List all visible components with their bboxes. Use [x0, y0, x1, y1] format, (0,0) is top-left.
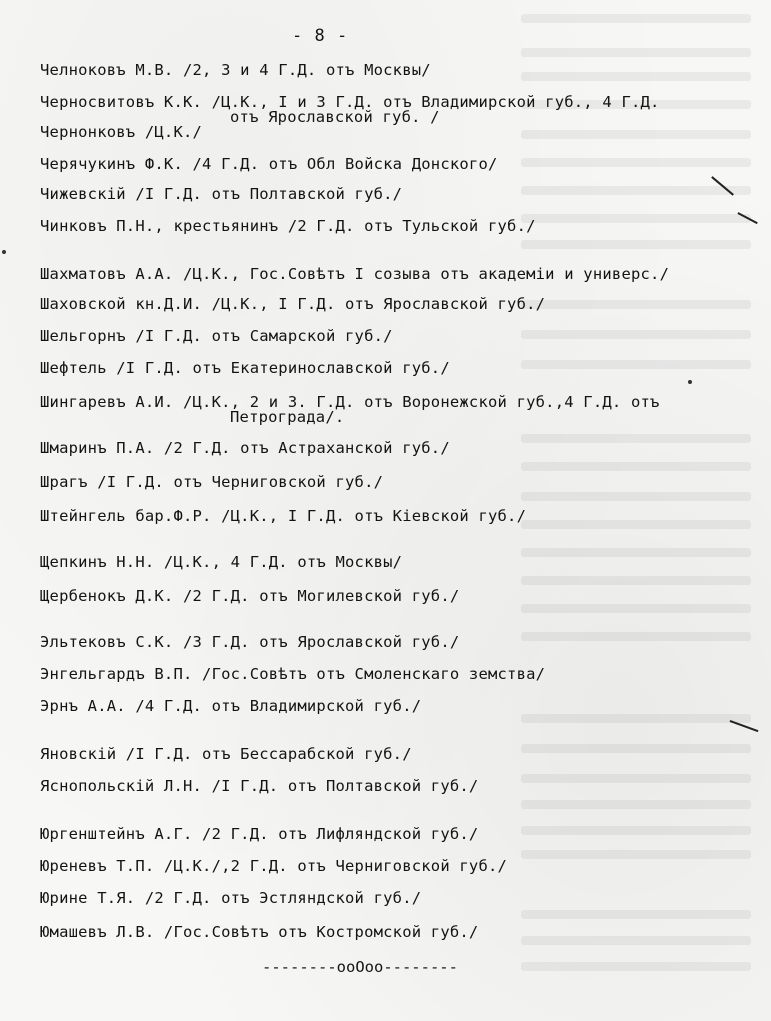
entry-shakhovskoy — [40, 296, 545, 312]
entry-chelnokov — [40, 62, 431, 78]
entry-yasnopolsky — [40, 778, 478, 794]
entry-text: Шаховской кн.Д.И. /Ц.К., I Г.Д. отъ Ярославской губ./ — [40, 295, 546, 313]
entry-sheftel — [40, 360, 450, 376]
entry-text: Юргенштейнъ А.Г. /2 Г.Д. отъ Лифляндской губ./ — [40, 825, 479, 843]
entry-text: Шмаринъ П.А. /2 Г.Д. отъ Астраханской губ./ — [40, 439, 450, 457]
entry-shrag — [40, 474, 383, 490]
margin-pencil-mark — [712, 176, 734, 195]
ink-spot — [688, 380, 692, 384]
closing-separator: --------ooOoo-------- — [262, 958, 458, 976]
margin-pencil-mark — [738, 212, 758, 224]
entry-text: Щербенокъ Д.К. /2 Г.Д. отъ Могилевской губ./ — [40, 587, 460, 605]
entry-text: Чернонковъ /Ц.К./ — [40, 123, 203, 141]
entry-text: Чижевскій /I Г.Д. отъ Полтавской губ./ — [40, 185, 403, 203]
entry-shchepkin — [40, 554, 402, 570]
entry-text: Эрнъ А.А. /4 Г.Д. отъ Владимирской губ./ — [40, 697, 422, 715]
margin-pencil-mark — [730, 720, 759, 732]
entry-yurenev — [40, 858, 507, 874]
entry-shakhmatov — [40, 266, 669, 282]
entry-text: Шефтель /I Г.Д. отъ Екатеринославской губ./ — [40, 359, 450, 377]
entry-shcherbenok — [40, 588, 459, 604]
entry-chernonkov — [40, 124, 202, 140]
entry-text: Юреневъ Т.П. /Ц.К./,2 Г.Д. отъ Черниговской губ./ — [40, 857, 508, 875]
entry-yumashev — [40, 924, 478, 940]
entry-ern — [40, 698, 421, 714]
entry-text: Штейнгель бар.Ф.Р. /Ц.К., I Г.Д. отъ Кіевской губ./ — [40, 507, 527, 525]
entry-shmarin — [40, 440, 450, 456]
entry-shelgorn — [40, 328, 393, 344]
entry-text: Энгельгардъ В.П. /Гос.Совѣтъ отъ Смоленскаго земства/ — [40, 665, 546, 683]
entry-cheryachukin — [40, 156, 498, 172]
entry-yurgenshtein — [40, 826, 478, 842]
entry-text: Шрагъ /I Г.Д. отъ Черниговской губ./ — [40, 473, 384, 491]
entry-text: Юмашевъ Л.В. /Гос.Совѣтъ отъ Костромской губ./ — [40, 923, 479, 941]
entry-text: Яновскій /I Г.Д. отъ Бессарабской губ./ — [40, 745, 412, 763]
entry-eltekov — [40, 634, 459, 650]
entry-continuation: отъ Ярославской губ. / — [230, 108, 440, 126]
entry-yurine — [40, 890, 421, 906]
entry-shingarev — [40, 394, 660, 424]
entry-text: Яснопольскій Л.Н. /I Г.Д. отъ Полтавской губ./ — [40, 777, 479, 795]
entry-continuation: Петрограда/. — [230, 408, 345, 426]
entry-yanovsky — [40, 746, 412, 762]
entry-text: Шельгорнъ /I Г.Д. отъ Самарской губ./ — [40, 327, 393, 345]
page-number: - 8 - — [292, 26, 349, 46]
entry-text: Чинковъ П.Н., крестьянинъ /2 Г.Д. отъ Тульской губ./ — [40, 217, 536, 235]
entry-chernosvitov — [40, 94, 660, 124]
ink-spot — [2, 250, 6, 254]
entry-text: Эльтековъ С.К. /3 Г.Д. отъ Ярославской губ./ — [40, 633, 460, 651]
entry-text: Челноковъ М.В. /2, 3 и 4 Г.Д. отъ Москвы/ — [40, 61, 431, 79]
entry-text: Шахматовъ А.А. /Ц.К., Гос.Совѣтъ I созыва отъ академіи и универс./ — [40, 265, 670, 283]
entry-chizhevsky — [40, 186, 402, 202]
entry-text: Черносвитовъ К.К. /Ц.К., I и 3 Г.Д. отъ Владимирской губ., 4 Г.Д. — [40, 93, 660, 111]
entry-text: Шингаревъ А.И. /Ц.К., 2 и 3. Г.Д. отъ Воронежской губ.,4 Г.Д. отъ — [40, 393, 660, 411]
entry-text: Черячукинъ Ф.К. /4 Г.Д. отъ Обл Войска Донского/ — [40, 155, 498, 173]
entry-text: Щепкинъ Н.Н. /Ц.К., 4 Г.Д. отъ Москвы/ — [40, 553, 403, 571]
entry-chinkov — [40, 218, 536, 234]
entry-text: Юрине Т.Я. /2 Г.Д. отъ Эстляндской губ./ — [40, 889, 422, 907]
entry-engelgard — [40, 666, 545, 682]
entry-shteingel — [40, 508, 526, 524]
